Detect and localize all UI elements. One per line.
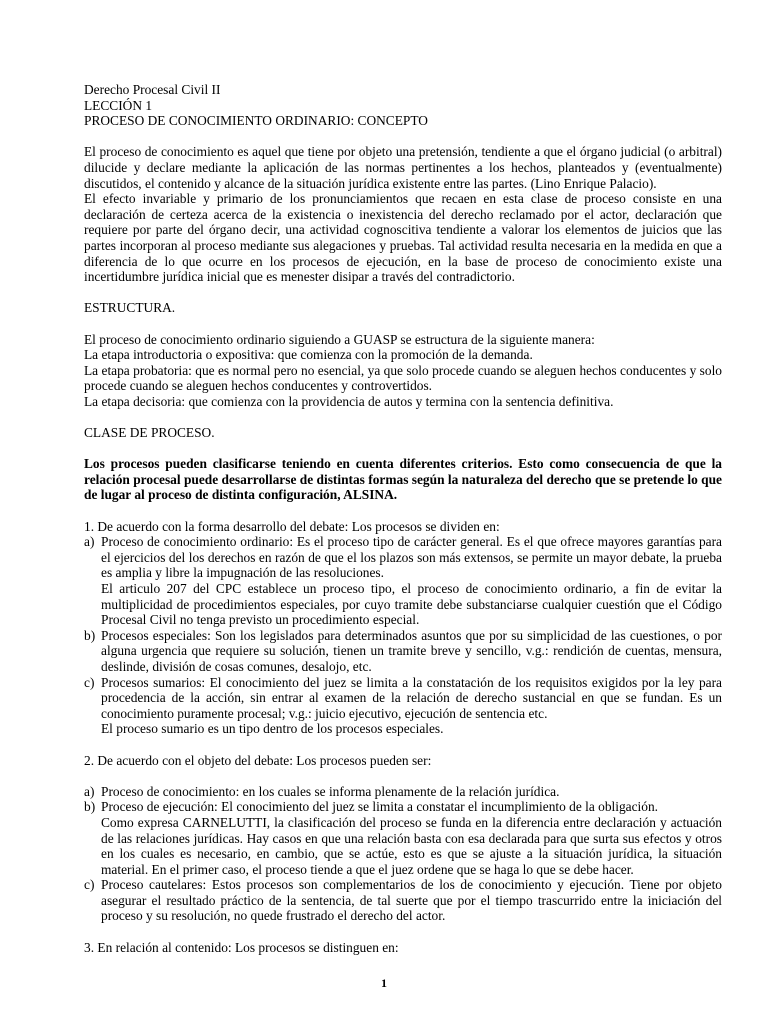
list-item-extra: El proceso sumario es un tipo dentro de los procesos especiales. <box>101 721 444 737</box>
section-1-title: 1. De acuerdo con la forma desarrollo del debate: Los procesos se dividen en: <box>84 518 500 534</box>
spacer <box>84 503 722 519</box>
lesson-label: LECCIÓN 1 <box>84 97 153 113</box>
intro-paragraph-2: El efecto invariable y primario de los pronunciamientos que recaen en esta clase de proceso consiste en una declaración de certeza acerca de la existencia o inexistencia del derecho reclamado por el actor, declaración que requiere por parte del órgano decir, una actividad cognoscitiva tendiente a valorar los elementos de juicios que las partes incorporan al proceso mediante sus alegaciones y pruebas. Tal actividad resulta necesaria en la medida en que a diferencia de lo que ocurre en los procesos de ejecución, en la base de proceso de conocimiento existe una incertidumbre jurídica inicial que es menester disipar a través del contradictorio. <box>84 191 722 285</box>
list-marker: b) <box>84 799 96 815</box>
document-body <box>84 82 722 955</box>
list-marker: c) <box>84 877 95 893</box>
list-marker: a) <box>84 783 95 799</box>
spacer <box>84 441 722 457</box>
list-item-text: Proceso de ejecución: El conocimiento del juez se limita a constatar el incumplimiento de la obligación. <box>101 799 659 815</box>
clase-heading: CLASE DE PROCESO. <box>84 425 215 441</box>
list-item-extra: El articulo 207 del CPC establece un proceso tipo, el proceso de conocimiento ordinario, a fin de evitar la multiplicidad de procedimientos especiales, por cuyo tramite debe substanciarse cualquier cuestión que el Código Procesal Civil no tenga previsto un procedimiento especial. <box>101 581 722 628</box>
list-item-text: Proceso de conocimiento: en los cuales se informa plenamente de la relación jurídica. <box>101 783 560 799</box>
estructura-stage-1: La etapa introductoria o expositiva: que comienza con la promoción de la demanda. <box>84 347 533 363</box>
list-item <box>84 799 722 877</box>
spacer <box>84 409 722 425</box>
intro-paragraph-1: El proceso de conocimiento es aquel que tiene por objeto una pretensión, tendiente a que el órgano judicial (o arbitral) dilucide y declare mediante la aplicación de las normas pertinentes a los hechos, planteados y (eventualmente) discutidos, el contenido y alcance de la situación jurídica existente entre las partes. (Lino Enrique Palacio). <box>84 144 722 191</box>
list-marker: c) <box>84 674 95 690</box>
section-3-title: 3. En relación al contenido: Los procesos se distinguen en: <box>84 939 399 955</box>
estructura-heading: ESTRUCTURA. <box>84 300 176 316</box>
section-2-title: 2. De acuerdo con el objeto del debate: Los procesos pueden ser: <box>84 752 432 768</box>
list-item-text: Procesos especiales: Son los legislados para determinados asuntos que por su simplicidad de las cuestiones, o por alguna urgencia que requiere su solución, tienen un tramite breve y sencillo, v.g.: rendición de cuentas, mensura, deslinde, división de cosas comunes, desalojo, etc. <box>101 627 722 674</box>
list-item-text: Procesos sumarios: El conocimiento del juez se limita a la constatación de los requisitos exigidos por la ley para procedencia de la acción, sin entrar al examen de la relación de derecho sustancial en que se fundan. Es un conocimiento puramente procesal; v.g.: juicio ejecutivo, ejecución de sentencia etc. <box>101 674 722 721</box>
list-item <box>84 628 722 675</box>
spacer <box>84 316 722 332</box>
spacer <box>84 129 722 145</box>
page-number: 1 <box>381 976 387 990</box>
spacer <box>84 285 722 301</box>
list-item-text: Proceso de conocimiento ordinario: Es el proceso tipo de carácter general. Es el que ofrece mayores garantías para el ejercicios del los derechos en razón de que el los plazos son más extensos, se permite un mayor debate, la prueba es amplia y libre la impugnación de las resoluciones. <box>101 534 722 581</box>
spacer <box>84 768 722 784</box>
list-item-text: Proceso cautelares: Estos procesos son complementarios de los de conocimiento y ejecución. Tiene por objeto asegurar el resultado práctico de la sentencia, de tal suerte que por el tiempo trascurrido entre la iniciación del proceso y su resolución, no quede frustrado el derecho del actor. <box>101 877 722 924</box>
list-item <box>84 534 722 628</box>
lesson-title: PROCESO DE CONOCIMIENTO ORDINARIO: CONCEPTO <box>84 113 428 129</box>
clase-lead: Los procesos pueden clasificarse teniendo en cuenta diferentes criterios. Esto como consecuencia de que la relación procesal puede desarrollarse de distintas formas según la naturaleza del derecho que se pretende lo que de lugar al proceso de distinta configuración, ALSINA. <box>84 456 722 503</box>
estructura-stage-3: La etapa decisoria: que comienza con la providencia de autos y termina con la sentencia definitiva. <box>84 393 614 409</box>
course-title: Derecho Procesal Civil II <box>84 82 221 97</box>
list-item <box>84 675 722 737</box>
spacer <box>84 737 722 753</box>
spacer <box>84 924 722 940</box>
list-item <box>84 784 722 800</box>
estructura-stage-2: La etapa probatoria: que es normal pero no esencial, ya que solo procede cuando se aleguen hechos conducentes y solo procede cuando se aleguen hechos conducentes y controvertidos. <box>84 362 722 394</box>
list-item-extra: Como expresa CARNELUTTI, la clasificación del proceso se funda en la diferencia entre declaración y actuación de las relaciones jurídicas. Hay casos en que una relación basta con esa declarada para que surta sus efectos y otros en los cuales es necesario, en cambio, que se actúe, esto es que se ajuste a la situación jurídica, la situación material. En el primer caso, el proceso tiende a que el juez ordene que se haga lo que se debe hacer. <box>101 814 722 877</box>
list-item <box>84 877 722 924</box>
list-marker: b) <box>84 627 96 643</box>
list-marker: a) <box>84 534 95 550</box>
estructura-lead: El proceso de conocimiento ordinario siguiendo a GUASP se estructura de la siguiente manera: <box>84 331 595 347</box>
